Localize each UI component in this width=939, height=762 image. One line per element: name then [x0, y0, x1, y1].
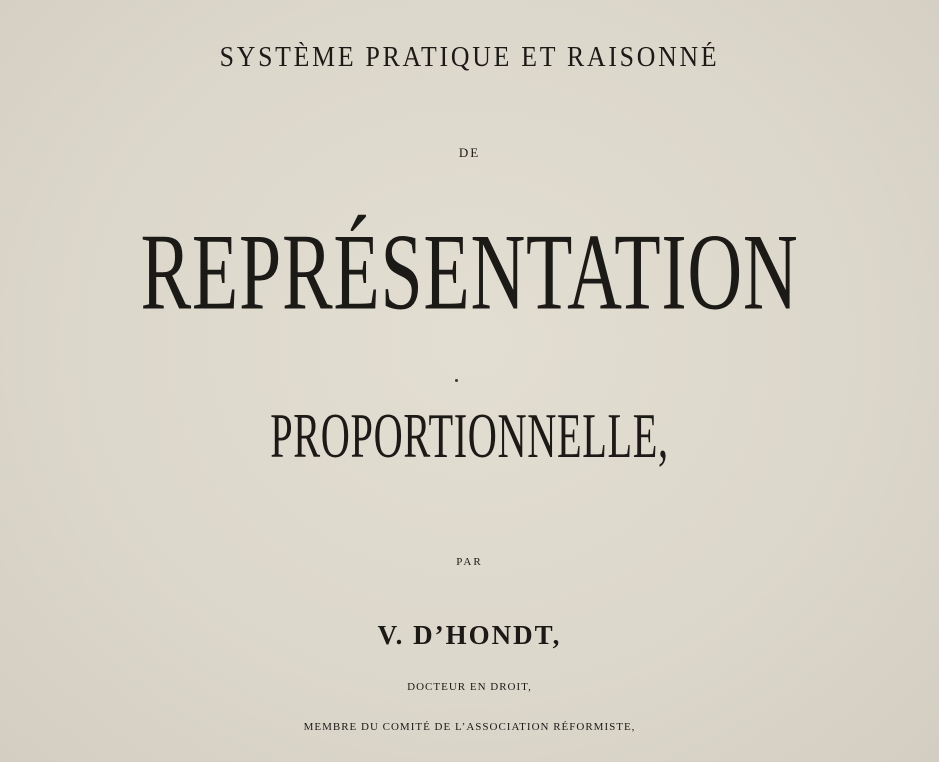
- author-name: V. D’HONDT,: [377, 620, 562, 650]
- main-title: REPRÉSENTATION: [140, 211, 799, 333]
- author-membership: MEMBRE DU COMITÉ DE L’ASSOCIATION RÉFORMISTE,: [303, 721, 636, 733]
- author-degree: DOCTEUR EN DROIT,: [407, 681, 532, 693]
- subtitle: SYSTÈME PRATIQUE ET RAISONNÉ: [219, 42, 720, 73]
- ink-speck: [455, 379, 458, 382]
- by-label: PAR: [456, 556, 483, 568]
- secondary-title: PROPORTIONNELLE,: [270, 400, 669, 471]
- connector-de: DE: [458, 145, 481, 160]
